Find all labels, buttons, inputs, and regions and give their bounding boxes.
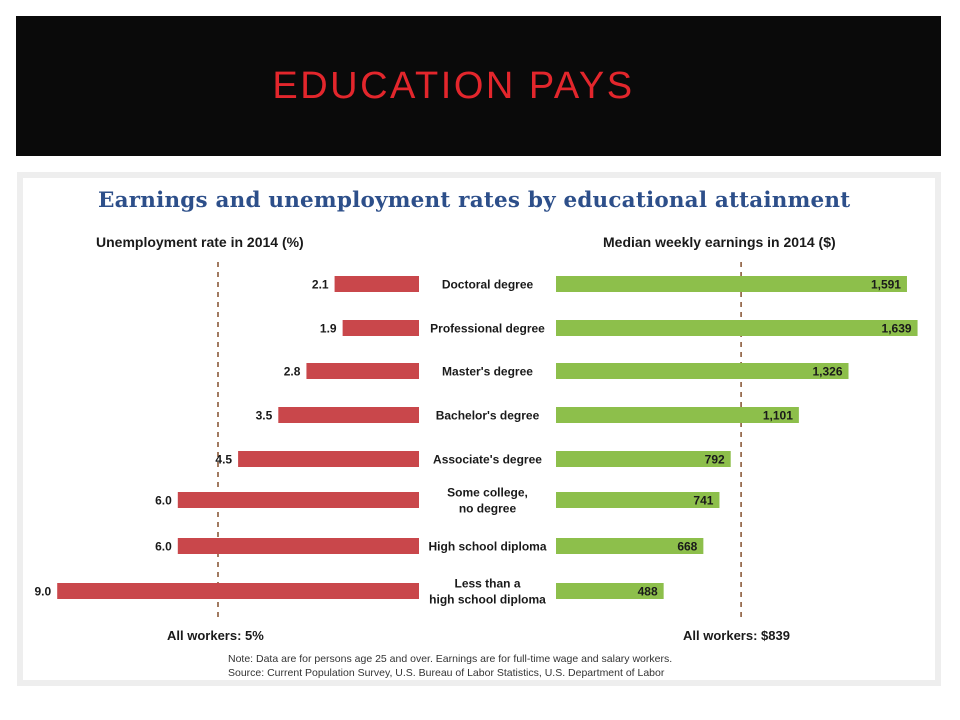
earnings-value-label: 1,639 — [881, 321, 912, 336]
category-label: Some college, no degree — [447, 485, 528, 516]
slide-title: EDUCATION PAYS — [272, 64, 635, 107]
unemployment-value-label: 2.8 — [283, 364, 301, 379]
chart-title: Earnings and unemployment rates by educational attainment — [98, 188, 851, 213]
unemployment-bar — [278, 407, 419, 423]
chart-note: Note: Data are for persons age 25 and over. Earnings are for full-time wage and salary workers. — [228, 653, 673, 665]
category-label: Master's degree — [442, 364, 533, 379]
earnings-value-label: 741 — [693, 493, 714, 508]
unemployment-value-label: 6.0 — [155, 493, 172, 508]
title-band — [16, 16, 941, 156]
unemployment-bar — [335, 276, 419, 292]
chart-plot-area — [23, 178, 935, 648]
category-label: Less than a high school diploma — [429, 576, 546, 607]
unemployment-value-label: 4.5 — [215, 452, 233, 467]
unemployment-value-label: 6.0 — [155, 539, 172, 554]
unemployment-value-label: 2.1 — [311, 277, 329, 292]
unemployment-bar — [238, 451, 419, 467]
category-label: Doctoral degree — [441, 277, 534, 292]
earnings-value-label: 1,326 — [812, 364, 843, 379]
unemployment-value-label: 9.0 — [34, 584, 52, 599]
chart-panel — [23, 178, 935, 680]
category-label: Professional degree — [430, 321, 545, 336]
unemployment-reference-label: All workers: 5% — [167, 628, 264, 643]
earnings-bar — [556, 276, 907, 292]
earnings-bar — [556, 320, 918, 336]
unemployment-value-label: 1.9 — [319, 321, 337, 336]
category-label: High school diploma — [428, 539, 547, 554]
unemployment-value-label: 3.5 — [255, 408, 273, 423]
earnings-value-label: 1,591 — [870, 277, 901, 292]
category-label: Associate's degree — [433, 452, 542, 467]
earnings-bar — [556, 363, 849, 379]
unemployment-axis-title: Unemployment rate in 2014 (%) — [96, 234, 304, 250]
unemployment-bar — [178, 538, 419, 554]
earnings-value-label: 792 — [704, 452, 725, 467]
earnings-value-label: 1,101 — [762, 408, 793, 423]
unemployment-bar — [57, 583, 419, 599]
earnings-axis-title: Median weekly earnings in 2014 ($) — [603, 234, 836, 250]
unemployment-bar — [306, 363, 419, 379]
earnings-reference-label: All workers: $839 — [683, 628, 790, 643]
chart-footnote — [228, 652, 672, 680]
earnings-value-label: 488 — [637, 584, 658, 599]
unemployment-bar — [178, 492, 419, 508]
unemployment-bar — [343, 320, 419, 336]
chart-figure — [17, 172, 941, 686]
category-label: Bachelor's degree — [435, 408, 540, 423]
earnings-value-label: 668 — [677, 539, 698, 554]
chart-source: Source: Current Population Survey, U.S. Bureau of Labor Statistics, U.S. Department of Labor — [228, 667, 665, 679]
